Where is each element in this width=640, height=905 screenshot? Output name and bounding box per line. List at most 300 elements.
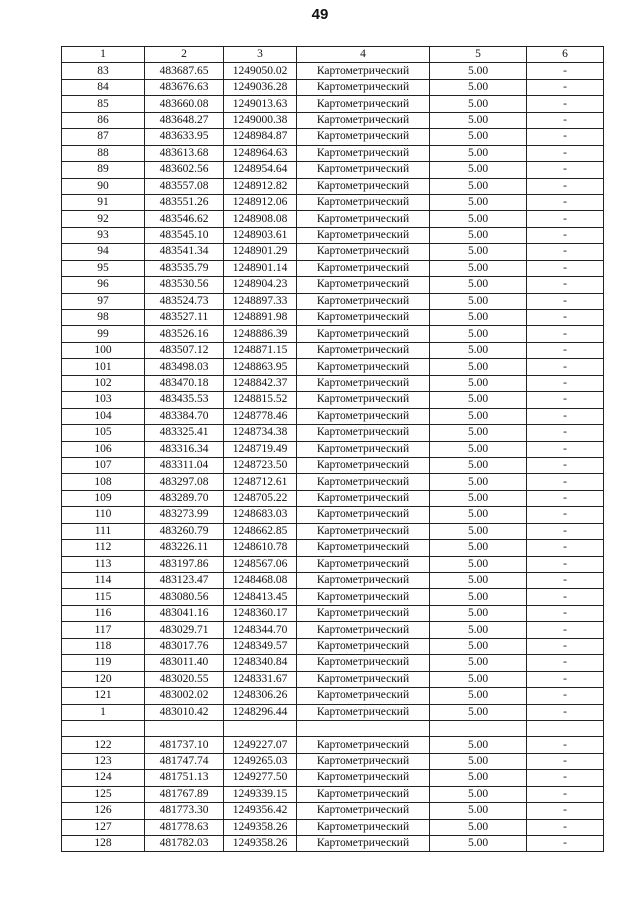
table-cell: 1248734.38 bbox=[224, 425, 297, 441]
table-cell: 5.00 bbox=[430, 145, 527, 161]
table-cell: - bbox=[527, 277, 604, 293]
table-cell: Картометрический bbox=[297, 326, 430, 342]
table-row bbox=[62, 819, 604, 835]
table-cell: Картометрический bbox=[297, 162, 430, 178]
table-cell: 112 bbox=[62, 540, 145, 556]
table-cell: Картометрический bbox=[297, 79, 430, 95]
table-cell: 101 bbox=[62, 359, 145, 375]
table-cell: 127 bbox=[62, 819, 145, 835]
table-cell: 84 bbox=[62, 79, 145, 95]
table-cell: 90 bbox=[62, 178, 145, 194]
table-cell: 89 bbox=[62, 162, 145, 178]
table-cell: 5.00 bbox=[430, 63, 527, 79]
table-cell: - bbox=[527, 359, 604, 375]
table-cell: 483029.71 bbox=[145, 622, 224, 638]
table-cell: - bbox=[527, 211, 604, 227]
table-cell: 5.00 bbox=[430, 573, 527, 589]
table-cell: 481767.89 bbox=[145, 786, 224, 802]
table-cell: 5.00 bbox=[430, 786, 527, 802]
table-cell: 122 bbox=[62, 737, 145, 753]
table-cell: Картометрический bbox=[297, 523, 430, 539]
table-row bbox=[62, 260, 604, 276]
table-row bbox=[62, 375, 604, 391]
table-cell: 1249227.07 bbox=[224, 737, 297, 753]
table-body bbox=[62, 63, 604, 852]
table-cell: Картометрический bbox=[297, 359, 430, 375]
table-cell: 483289.70 bbox=[145, 490, 224, 506]
table-cell: 483507.12 bbox=[145, 342, 224, 358]
table-cell: 103 bbox=[62, 392, 145, 408]
table-cell: Картометрический bbox=[297, 605, 430, 621]
table-cell: 98 bbox=[62, 310, 145, 326]
table-cell: 1249036.28 bbox=[224, 79, 297, 95]
table-cell: 5.00 bbox=[430, 310, 527, 326]
table-cell: 109 bbox=[62, 490, 145, 506]
table-cell: 116 bbox=[62, 605, 145, 621]
table-cell: 483316.34 bbox=[145, 441, 224, 457]
table-row bbox=[62, 112, 604, 128]
table-cell: 120 bbox=[62, 671, 145, 687]
table-cell: 83 bbox=[62, 63, 145, 79]
table-cell: Картометрический bbox=[297, 540, 430, 556]
table-cell: - bbox=[527, 540, 604, 556]
table-cell bbox=[62, 720, 145, 736]
table-cell: - bbox=[527, 425, 604, 441]
table-cell: 483297.08 bbox=[145, 474, 224, 490]
table-cell: 96 bbox=[62, 277, 145, 293]
table-cell: - bbox=[527, 96, 604, 112]
table-cell: 5.00 bbox=[430, 178, 527, 194]
table-cell: 481782.03 bbox=[145, 836, 224, 852]
table-cell: 1248296.44 bbox=[224, 704, 297, 720]
table-cell: 483010.42 bbox=[145, 704, 224, 720]
table-cell: 5.00 bbox=[430, 375, 527, 391]
table-cell: 483648.27 bbox=[145, 112, 224, 128]
table-cell: 483551.26 bbox=[145, 194, 224, 210]
table-cell: Картометрический bbox=[297, 638, 430, 654]
table-cell: Картометрический bbox=[297, 342, 430, 358]
table-cell: 85 bbox=[62, 96, 145, 112]
table-cell: - bbox=[527, 392, 604, 408]
table-cell: 92 bbox=[62, 211, 145, 227]
table-cell: - bbox=[527, 770, 604, 786]
table-cell: 5.00 bbox=[430, 441, 527, 457]
table-cell: Картометрический bbox=[297, 589, 430, 605]
table-cell: 483546.62 bbox=[145, 211, 224, 227]
table-cell: 5.00 bbox=[430, 507, 527, 523]
table-cell: - bbox=[527, 474, 604, 490]
table-row bbox=[62, 277, 604, 293]
table-cell: 483080.56 bbox=[145, 589, 224, 605]
table-cell: 5.00 bbox=[430, 589, 527, 605]
table-header-row bbox=[62, 47, 604, 63]
table-cell: 5.00 bbox=[430, 96, 527, 112]
table-cell: 5.00 bbox=[430, 112, 527, 128]
table-cell: 5.00 bbox=[430, 474, 527, 490]
table-cell: 5.00 bbox=[430, 770, 527, 786]
table-cell: 1248891.98 bbox=[224, 310, 297, 326]
table-cell: 483526.16 bbox=[145, 326, 224, 342]
table-row bbox=[62, 408, 604, 424]
table-cell: 483535.79 bbox=[145, 260, 224, 276]
table-cell: Картометрический bbox=[297, 622, 430, 638]
table-cell: 97 bbox=[62, 293, 145, 309]
table-cell: - bbox=[527, 819, 604, 835]
table-cell: - bbox=[527, 441, 604, 457]
table-cell: 1248842.37 bbox=[224, 375, 297, 391]
table-cell: 94 bbox=[62, 244, 145, 260]
table-cell: - bbox=[527, 490, 604, 506]
table-cell: 483435.53 bbox=[145, 392, 224, 408]
table-cell: - bbox=[527, 622, 604, 638]
table-cell: Картометрический bbox=[297, 671, 430, 687]
table-cell: 1249050.02 bbox=[224, 63, 297, 79]
table-cell: Картометрический bbox=[297, 737, 430, 753]
table-row bbox=[62, 836, 604, 852]
table-row bbox=[62, 523, 604, 539]
table-row bbox=[62, 605, 604, 621]
table-cell: 105 bbox=[62, 425, 145, 441]
table-row bbox=[62, 786, 604, 802]
table-cell: 483524.73 bbox=[145, 293, 224, 309]
table-cell: 483273.99 bbox=[145, 507, 224, 523]
table-cell: 1248901.14 bbox=[224, 260, 297, 276]
table-cell: 1248903.61 bbox=[224, 227, 297, 243]
table-cell: 119 bbox=[62, 655, 145, 671]
table-cell: 1248413.45 bbox=[224, 589, 297, 605]
table-cell: 1248468.08 bbox=[224, 573, 297, 589]
table-cell: 5.00 bbox=[430, 622, 527, 638]
table-cell: Картометрический bbox=[297, 244, 430, 260]
table-cell: 1249265.03 bbox=[224, 753, 297, 769]
table-row bbox=[62, 129, 604, 145]
column-header: 5 bbox=[430, 47, 527, 63]
table-cell bbox=[224, 720, 297, 736]
table-cell: 1248904.23 bbox=[224, 277, 297, 293]
table-cell: 108 bbox=[62, 474, 145, 490]
table-cell: 126 bbox=[62, 803, 145, 819]
table-cell: 483633.95 bbox=[145, 129, 224, 145]
table-cell: 1248897.33 bbox=[224, 293, 297, 309]
table-cell: 1248778.46 bbox=[224, 408, 297, 424]
table-cell: 91 bbox=[62, 194, 145, 210]
table-cell: 483687.65 bbox=[145, 63, 224, 79]
table-cell: 86 bbox=[62, 112, 145, 128]
table-cell bbox=[145, 720, 224, 736]
table-cell: 1248306.26 bbox=[224, 688, 297, 704]
table-cell: - bbox=[527, 178, 604, 194]
table-cell: 5.00 bbox=[430, 803, 527, 819]
table-cell: 5.00 bbox=[430, 638, 527, 654]
table-cell: 1249277.50 bbox=[224, 770, 297, 786]
table-row bbox=[62, 490, 604, 506]
table-cell: Картометрический bbox=[297, 408, 430, 424]
table-cell: 483311.04 bbox=[145, 457, 224, 473]
table-cell: 483123.47 bbox=[145, 573, 224, 589]
table-cell: 88 bbox=[62, 145, 145, 161]
table-cell: Картометрический bbox=[297, 704, 430, 720]
table-cell: 5.00 bbox=[430, 392, 527, 408]
table-cell: 99 bbox=[62, 326, 145, 342]
table-cell: 1248871.15 bbox=[224, 342, 297, 358]
table-cell: 481747.74 bbox=[145, 753, 224, 769]
table-cell: - bbox=[527, 227, 604, 243]
table-cell: Картометрический bbox=[297, 556, 430, 572]
table-cell: Картометрический bbox=[297, 227, 430, 243]
table-cell: 1 bbox=[62, 704, 145, 720]
table-cell: 104 bbox=[62, 408, 145, 424]
table-cell: 483002.02 bbox=[145, 688, 224, 704]
table-row bbox=[62, 392, 604, 408]
column-header: 2 bbox=[145, 47, 224, 63]
table-cell: 1248815.52 bbox=[224, 392, 297, 408]
column-header: 3 bbox=[224, 47, 297, 63]
table-row bbox=[62, 589, 604, 605]
table-cell: 1249000.38 bbox=[224, 112, 297, 128]
table-cell: - bbox=[527, 326, 604, 342]
table-row bbox=[62, 359, 604, 375]
table-cell: 5.00 bbox=[430, 540, 527, 556]
table-row bbox=[62, 704, 604, 720]
table-cell: Картометрический bbox=[297, 277, 430, 293]
table-cell: 5.00 bbox=[430, 277, 527, 293]
table-cell: - bbox=[527, 573, 604, 589]
table-cell: 483541.34 bbox=[145, 244, 224, 260]
table-cell bbox=[527, 720, 604, 736]
table-cell: - bbox=[527, 63, 604, 79]
table-cell: - bbox=[527, 589, 604, 605]
table-row bbox=[62, 441, 604, 457]
table-cell: - bbox=[527, 457, 604, 473]
table-cell: 483226.11 bbox=[145, 540, 224, 556]
table-cell: - bbox=[527, 145, 604, 161]
table-cell bbox=[297, 720, 430, 736]
table-cell: 125 bbox=[62, 786, 145, 802]
table-cell: Картометрический bbox=[297, 145, 430, 161]
table-cell: 1248908.08 bbox=[224, 211, 297, 227]
table-cell: Картометрический bbox=[297, 112, 430, 128]
table-row bbox=[62, 655, 604, 671]
table-row bbox=[62, 556, 604, 572]
table-cell: 100 bbox=[62, 342, 145, 358]
table-cell: 483660.08 bbox=[145, 96, 224, 112]
table-cell: 102 bbox=[62, 375, 145, 391]
table-row bbox=[62, 671, 604, 687]
table-cell: - bbox=[527, 507, 604, 523]
table-cell: 483020.55 bbox=[145, 671, 224, 687]
table-cell: - bbox=[527, 803, 604, 819]
table-row bbox=[62, 720, 604, 736]
table-cell: Картометрический bbox=[297, 310, 430, 326]
table-cell: Картометрический bbox=[297, 178, 430, 194]
table-cell: 1248344.70 bbox=[224, 622, 297, 638]
table-cell: - bbox=[527, 737, 604, 753]
table-cell: Картометрический bbox=[297, 655, 430, 671]
coordinates-table bbox=[61, 46, 604, 852]
table-cell: - bbox=[527, 293, 604, 309]
table-cell: 115 bbox=[62, 589, 145, 605]
table-cell: 5.00 bbox=[430, 326, 527, 342]
table-cell: 5.00 bbox=[430, 211, 527, 227]
table-cell: Картометрический bbox=[297, 803, 430, 819]
table-cell: 5.00 bbox=[430, 457, 527, 473]
table-row bbox=[62, 737, 604, 753]
table-cell: 483498.03 bbox=[145, 359, 224, 375]
table-cell: - bbox=[527, 342, 604, 358]
table-cell: 5.00 bbox=[430, 556, 527, 572]
table-cell: 5.00 bbox=[430, 836, 527, 852]
table-cell: 1248886.39 bbox=[224, 326, 297, 342]
table-cell: 5.00 bbox=[430, 425, 527, 441]
table-cell: 1248567.06 bbox=[224, 556, 297, 572]
table-cell: - bbox=[527, 655, 604, 671]
table-cell: 1248723.50 bbox=[224, 457, 297, 473]
table-row bbox=[62, 770, 604, 786]
table-cell: 111 bbox=[62, 523, 145, 539]
table-cell: Картометрический bbox=[297, 96, 430, 112]
table-cell: - bbox=[527, 129, 604, 145]
table-cell: 1249339.15 bbox=[224, 786, 297, 802]
table-cell: 1248331.67 bbox=[224, 671, 297, 687]
table-cell: 483260.79 bbox=[145, 523, 224, 539]
table-cell: 483041.16 bbox=[145, 605, 224, 621]
table-cell: 1248863.95 bbox=[224, 359, 297, 375]
table-cell: - bbox=[527, 112, 604, 128]
table-cell: 5.00 bbox=[430, 129, 527, 145]
table-cell: - bbox=[527, 786, 604, 802]
table-cell: 483384.70 bbox=[145, 408, 224, 424]
table-row bbox=[62, 753, 604, 769]
table-row bbox=[62, 96, 604, 112]
table-cell: Картометрический bbox=[297, 441, 430, 457]
table-cell: 5.00 bbox=[430, 523, 527, 539]
table-cell: Картометрический bbox=[297, 392, 430, 408]
table-cell: 1248683.03 bbox=[224, 507, 297, 523]
table-cell: Картометрический bbox=[297, 753, 430, 769]
table-row bbox=[62, 425, 604, 441]
table-cell: 5.00 bbox=[430, 359, 527, 375]
table-row bbox=[62, 474, 604, 490]
table-cell: Картометрический bbox=[297, 836, 430, 852]
table-cell: 1249358.26 bbox=[224, 836, 297, 852]
table-row bbox=[62, 803, 604, 819]
table-cell: - bbox=[527, 194, 604, 210]
table-cell: 483527.11 bbox=[145, 310, 224, 326]
table-cell: Картометрический bbox=[297, 260, 430, 276]
table-cell: Картометрический bbox=[297, 293, 430, 309]
table-cell: 5.00 bbox=[430, 194, 527, 210]
table-row bbox=[62, 310, 604, 326]
table-row bbox=[62, 211, 604, 227]
table-cell: 95 bbox=[62, 260, 145, 276]
table-cell: 128 bbox=[62, 836, 145, 852]
table-row bbox=[62, 342, 604, 358]
table-cell: 114 bbox=[62, 573, 145, 589]
table-cell: 5.00 bbox=[430, 688, 527, 704]
table-cell: 1249358.26 bbox=[224, 819, 297, 835]
table-cell: 107 bbox=[62, 457, 145, 473]
table-cell: - bbox=[527, 244, 604, 260]
table-cell: 123 bbox=[62, 753, 145, 769]
table-row bbox=[62, 293, 604, 309]
table-row bbox=[62, 622, 604, 638]
column-header: 6 bbox=[527, 47, 604, 63]
table-cell: 1248360.17 bbox=[224, 605, 297, 621]
table-cell: - bbox=[527, 688, 604, 704]
table-cell: 481751.13 bbox=[145, 770, 224, 786]
table-cell: 5.00 bbox=[430, 671, 527, 687]
table-cell bbox=[430, 720, 527, 736]
table-cell: 1248901.29 bbox=[224, 244, 297, 260]
table-cell: - bbox=[527, 310, 604, 326]
table-cell: Картометрический bbox=[297, 194, 430, 210]
table-cell: 117 bbox=[62, 622, 145, 638]
table-cell: 5.00 bbox=[430, 227, 527, 243]
column-header: 1 bbox=[62, 47, 145, 63]
table-row bbox=[62, 688, 604, 704]
table-cell: 483545.10 bbox=[145, 227, 224, 243]
table-cell: 5.00 bbox=[430, 704, 527, 720]
table-cell: 481773.30 bbox=[145, 803, 224, 819]
table-cell: 1248349.57 bbox=[224, 638, 297, 654]
table-cell: 5.00 bbox=[430, 408, 527, 424]
table-cell: Картометрический bbox=[297, 819, 430, 835]
table-cell: Картометрический bbox=[297, 425, 430, 441]
table-cell: 113 bbox=[62, 556, 145, 572]
table-cell: 5.00 bbox=[430, 753, 527, 769]
table-row bbox=[62, 507, 604, 523]
table-cell: Картометрический bbox=[297, 573, 430, 589]
table-cell: 5.00 bbox=[430, 490, 527, 506]
table-cell: Картометрический bbox=[297, 474, 430, 490]
table-cell: 1248719.49 bbox=[224, 441, 297, 457]
table-cell: Картометрический bbox=[297, 375, 430, 391]
table-cell: 5.00 bbox=[430, 244, 527, 260]
table-cell: 118 bbox=[62, 638, 145, 654]
table-cell: - bbox=[527, 605, 604, 621]
table-cell: 483325.41 bbox=[145, 425, 224, 441]
table-row bbox=[62, 573, 604, 589]
table-cell: 5.00 bbox=[430, 342, 527, 358]
table-cell: 5.00 bbox=[430, 260, 527, 276]
table-cell: 5.00 bbox=[430, 293, 527, 309]
table-cell: 481737.10 bbox=[145, 737, 224, 753]
table-cell: 483011.40 bbox=[145, 655, 224, 671]
table-cell: 483676.63 bbox=[145, 79, 224, 95]
table-row bbox=[62, 638, 604, 654]
page-number: 49 bbox=[311, 6, 329, 23]
table-cell: Картометрический bbox=[297, 490, 430, 506]
table-cell: - bbox=[527, 162, 604, 178]
table-cell: 1248954.64 bbox=[224, 162, 297, 178]
table-cell: 483017.76 bbox=[145, 638, 224, 654]
table-cell: - bbox=[527, 260, 604, 276]
table-cell: - bbox=[527, 704, 604, 720]
table-cell: - bbox=[527, 836, 604, 852]
table-row bbox=[62, 194, 604, 210]
table-row bbox=[62, 326, 604, 342]
table-cell: Картометрический bbox=[297, 688, 430, 704]
table-cell: - bbox=[527, 408, 604, 424]
table-cell: 1248964.63 bbox=[224, 145, 297, 161]
table-cell: 1249013.63 bbox=[224, 96, 297, 112]
table-cell: 110 bbox=[62, 507, 145, 523]
table-cell: Картометрический bbox=[297, 770, 430, 786]
table-cell: - bbox=[527, 556, 604, 572]
table-row bbox=[62, 178, 604, 194]
table-row bbox=[62, 244, 604, 260]
table-cell: 1248712.61 bbox=[224, 474, 297, 490]
